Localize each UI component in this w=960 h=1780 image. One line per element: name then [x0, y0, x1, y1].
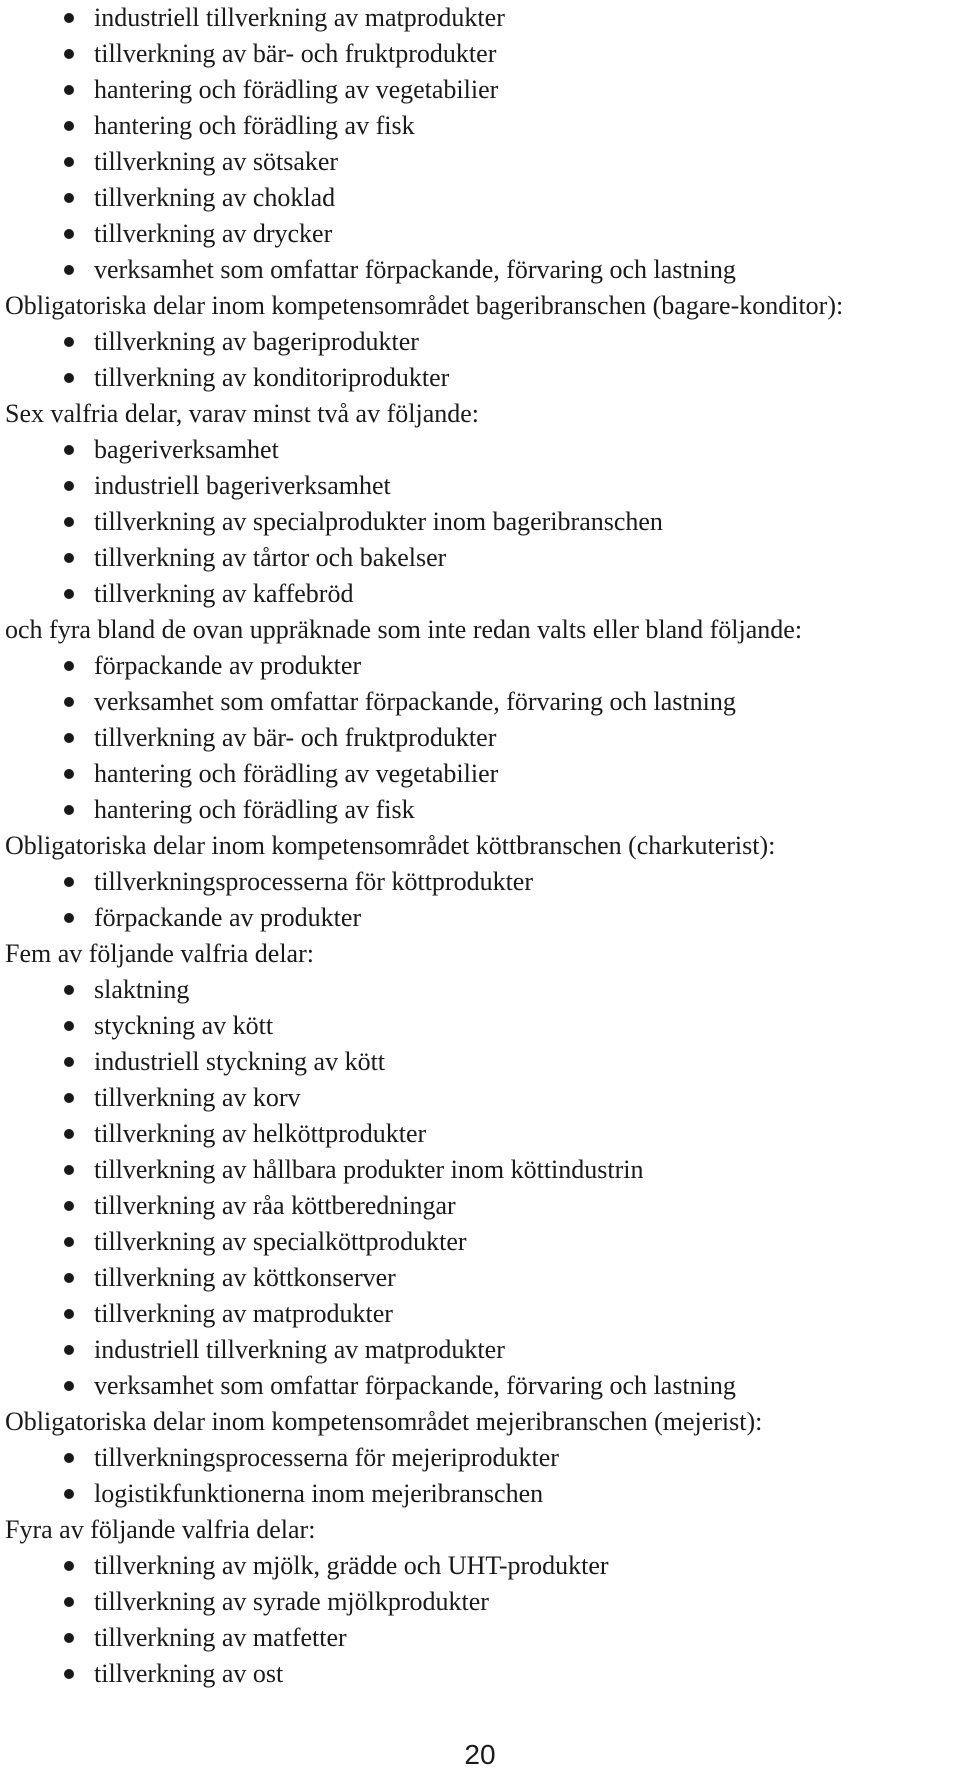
list-item — [0, 216, 960, 252]
bullet-icon — [64, 373, 74, 383]
list-item-text: hantering och förädling av fisk — [94, 795, 415, 824]
bullet-icon — [64, 697, 74, 707]
section-heading — [0, 936, 960, 972]
list-item-text: tillverkning av sötsaker — [94, 147, 339, 176]
bullet-icon — [64, 589, 74, 599]
list-item — [0, 36, 960, 72]
bullet-icon — [64, 1093, 74, 1103]
bullet-icon — [64, 877, 74, 887]
list-item-text: tillverkning av tårtor och bakelser — [94, 543, 447, 572]
list-item-text: tillverkning av choklad — [94, 183, 336, 212]
list-item-text: tillverkning av konditoriprodukter — [94, 363, 450, 392]
list-item — [0, 1548, 960, 1584]
list-item-text: hantering och förädling av vegetabilier — [94, 759, 499, 788]
list-item-text: tillverkning av bär- och fruktprodukter — [94, 39, 497, 68]
section-heading-text: Obligatoriska delar inom kompetensområdet bageribranschen (bagare-konditor): — [5, 291, 844, 320]
list-item — [0, 108, 960, 144]
bullet-icon — [64, 1201, 74, 1211]
list-item — [0, 1080, 960, 1116]
list-item — [0, 1620, 960, 1656]
list-item-text: tillverkning av matprodukter — [94, 1299, 393, 1328]
bullet-icon — [64, 1129, 74, 1139]
list-item — [0, 180, 960, 216]
section-heading — [0, 1404, 960, 1440]
list-item-text: tillverkning av bär- och fruktprodukter — [94, 723, 497, 752]
list-item-text: förpackande av produkter — [94, 651, 362, 680]
list-item — [0, 252, 960, 288]
bullet-icon — [64, 769, 74, 779]
list-item — [0, 432, 960, 468]
list-item-text: verksamhet som omfattar förpackande, förvaring och lastning — [94, 255, 736, 284]
bullet-icon — [64, 1633, 74, 1643]
list-item-text: tillverkning av korv — [94, 1083, 301, 1112]
bullet-icon — [64, 1309, 74, 1319]
list-item-text: bageriverksamhet — [94, 435, 279, 464]
list-item — [0, 1584, 960, 1620]
bullet-icon — [64, 1237, 74, 1247]
list-item — [0, 756, 960, 792]
list-item-text: tillverkning av matfetter — [94, 1623, 347, 1652]
section-heading-text: Obligatoriska delar inom kompetensområdet mejeribranschen (mejerist): — [5, 1407, 763, 1436]
bullet-icon — [64, 517, 74, 527]
bullet-icon — [64, 337, 74, 347]
list-item-text: hantering och förädling av fisk — [94, 111, 415, 140]
list-item — [0, 792, 960, 828]
list-item — [0, 1656, 960, 1692]
list-item — [0, 648, 960, 684]
list-item-text: tillverkning av köttkonserver — [94, 1263, 396, 1292]
bullet-icon — [64, 733, 74, 743]
bullet-icon — [64, 985, 74, 995]
list-item-text: tillverkning av drycker — [94, 219, 333, 248]
list-item-text: tillverkningsprocesserna för mejeriprodukter — [94, 1443, 559, 1472]
list-item — [0, 72, 960, 108]
section-heading-text: Fyra av följande valfria delar: — [5, 1515, 316, 1544]
list-item — [0, 540, 960, 576]
list-item-text: förpackande av produkter — [94, 903, 362, 932]
list-item — [0, 468, 960, 504]
bullet-icon — [64, 193, 74, 203]
list-item — [0, 720, 960, 756]
bullet-icon — [64, 1273, 74, 1283]
section-heading — [0, 612, 960, 648]
section-heading — [0, 288, 960, 324]
bullet-icon — [64, 1561, 74, 1571]
list-item-text: verksamhet som omfattar förpackande, förvaring och lastning — [94, 687, 736, 716]
list-item-text: tillverkning av helköttprodukter — [94, 1119, 427, 1148]
bullet-icon — [64, 13, 74, 23]
list-item — [0, 1476, 960, 1512]
list-item-text: industriell bageriverksamhet — [94, 471, 391, 500]
bullet-icon — [64, 1669, 74, 1679]
section-heading-text: Fem av följande valfria delar: — [5, 939, 314, 968]
bullet-icon — [64, 1597, 74, 1607]
bullet-icon — [64, 445, 74, 455]
bullet-icon — [64, 913, 74, 923]
list-item — [0, 1260, 960, 1296]
section-heading — [0, 396, 960, 432]
bullet-icon — [64, 265, 74, 275]
list-item — [0, 1152, 960, 1188]
bullet-icon — [64, 553, 74, 563]
list-item — [0, 1440, 960, 1476]
list-item-text: tillverkning av råa köttberedningar — [94, 1191, 456, 1220]
section-heading — [0, 828, 960, 864]
list-item-text: hantering och förädling av vegetabilier — [94, 75, 499, 104]
bullet-icon — [64, 1489, 74, 1499]
list-item-text: tillverkningsprocesserna för köttprodukter — [94, 867, 533, 896]
list-item-text: styckning av kött — [94, 1011, 274, 1040]
list-item-text: tillverkning av mjölk, grädde och UHT-produkter — [94, 1551, 609, 1580]
bullet-icon — [64, 661, 74, 671]
list-item — [0, 0, 960, 36]
list-item-text: tillverkning av specialköttprodukter — [94, 1227, 467, 1256]
list-item-text: tillverkning av ost — [94, 1659, 284, 1688]
list-item — [0, 1224, 960, 1260]
list-item — [0, 1332, 960, 1368]
bullet-icon — [64, 1345, 74, 1355]
bullet-icon — [64, 805, 74, 815]
list-item — [0, 864, 960, 900]
bullet-icon — [64, 85, 74, 95]
list-item — [0, 1116, 960, 1152]
list-item — [0, 324, 960, 360]
bullet-icon — [64, 1057, 74, 1067]
list-item — [0, 1044, 960, 1080]
list-item-text: logistikfunktionerna inom mejeribranschen — [94, 1479, 544, 1508]
list-item — [0, 1008, 960, 1044]
page-number: 20 — [464, 1739, 496, 1770]
list-item-text: tillverkning av syrade mjölkprodukter — [94, 1587, 489, 1616]
list-item — [0, 504, 960, 540]
bullet-icon — [64, 1453, 74, 1463]
bullet-icon — [64, 1381, 74, 1391]
section-heading-text: och fyra bland de ovan uppräknade som inte redan valts eller bland följande: — [5, 615, 803, 644]
section-heading-text: Sex valfria delar, varav minst två av följande: — [5, 399, 480, 428]
bullet-icon — [64, 121, 74, 131]
list-item — [0, 576, 960, 612]
list-item-text: tillverkning av kaffebröd — [94, 579, 354, 608]
list-item-text: industriell tillverkning av matprodukter — [94, 3, 505, 32]
list-item — [0, 900, 960, 936]
list-item-text: verksamhet som omfattar förpackande, förvaring och lastning — [94, 1371, 736, 1400]
section-heading-text: Obligatoriska delar inom kompetensområdet köttbranschen (charkuterist): — [5, 831, 776, 860]
list-item — [0, 1368, 960, 1404]
list-item-text: tillverkning av specialprodukter inom bageribranschen — [94, 507, 663, 536]
list-item-text: tillverkning av hållbara produkter inom köttindustrin — [94, 1155, 644, 1184]
section-heading — [0, 1512, 960, 1548]
list-item-text: slaktning — [94, 975, 190, 1004]
bullet-icon — [64, 481, 74, 491]
bullet-icon — [64, 49, 74, 59]
list-item — [0, 360, 960, 396]
list-item — [0, 144, 960, 180]
bullet-icon — [64, 1165, 74, 1175]
bullet-icon — [64, 229, 74, 239]
list-item — [0, 684, 960, 720]
bullet-icon — [64, 157, 74, 167]
list-item-text: industriell styckning av kött — [94, 1047, 386, 1076]
bullet-icon — [64, 1021, 74, 1031]
list-item-text: tillverkning av bageriprodukter — [94, 327, 419, 356]
list-item — [0, 1188, 960, 1224]
list-item — [0, 1296, 960, 1332]
list-item — [0, 972, 960, 1008]
list-item-text: industriell tillverkning av matprodukter — [94, 1335, 505, 1364]
